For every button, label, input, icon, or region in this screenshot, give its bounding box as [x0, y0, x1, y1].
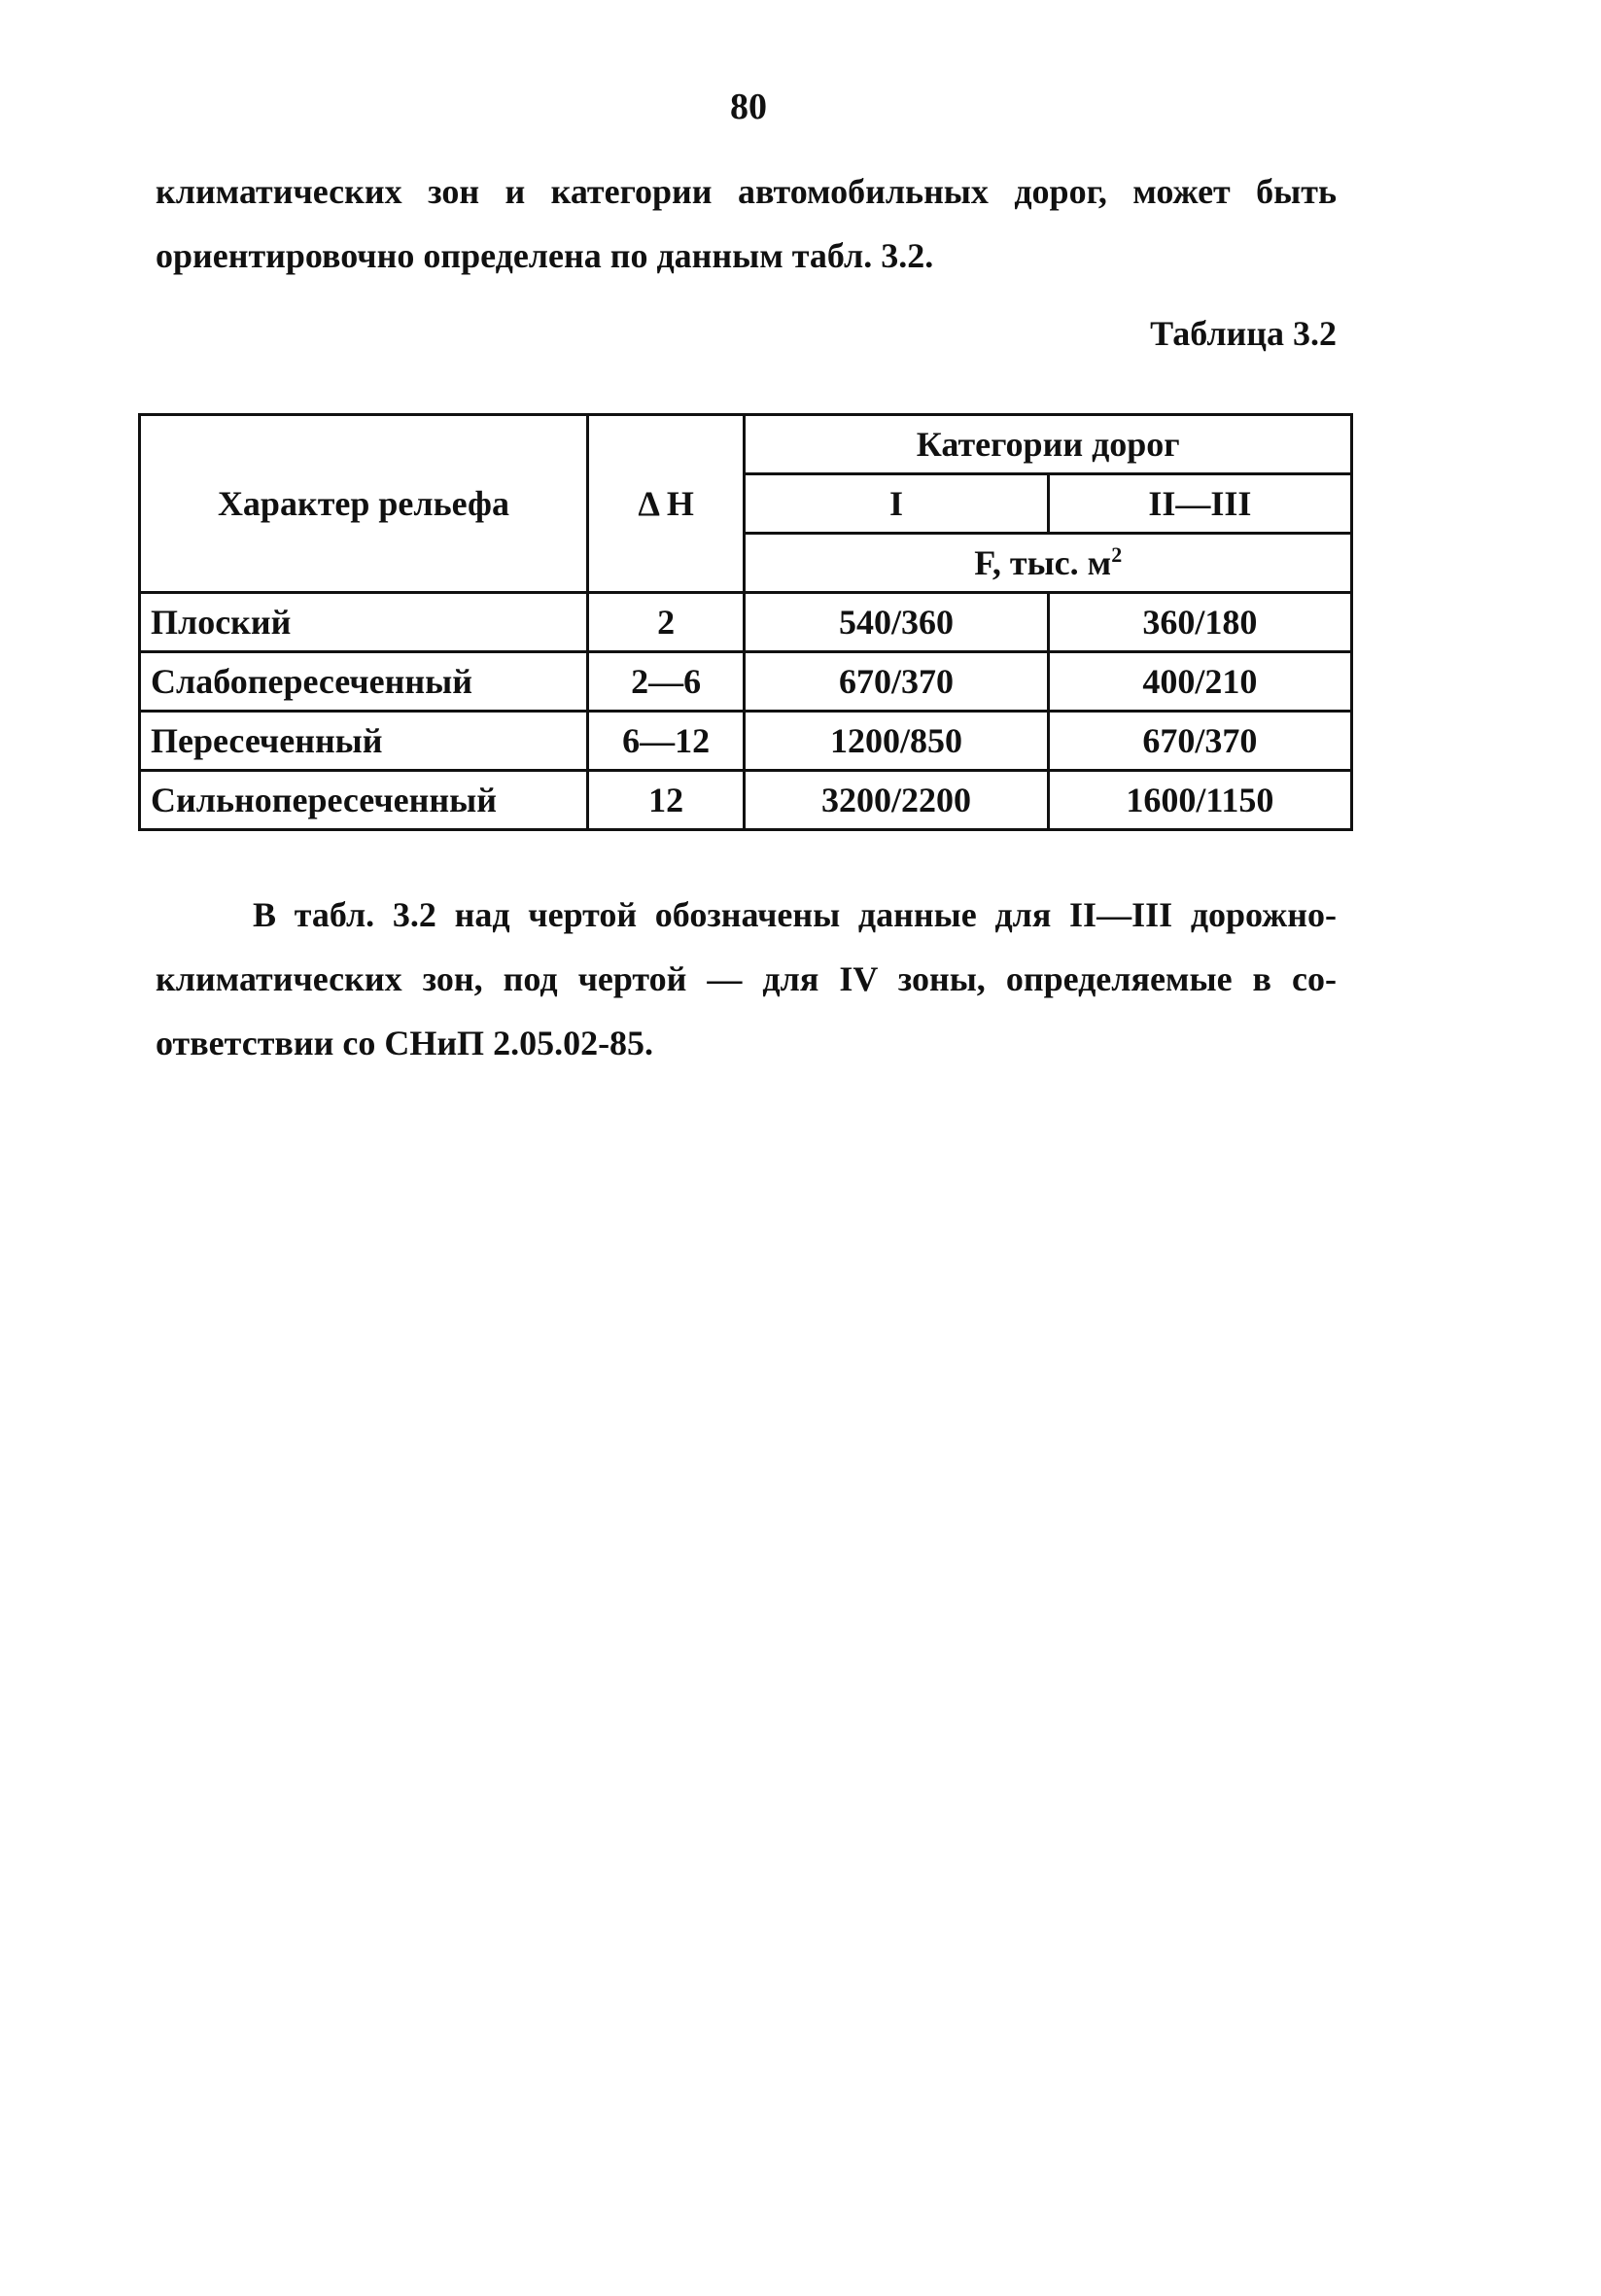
- header-relief: Характер рельефа: [140, 415, 588, 593]
- note-line-3: ответствии со СНиП 2.05.02-85.: [156, 1024, 654, 1062]
- header-delta-h: Δ Н: [587, 415, 745, 593]
- cell-category-1: 670/370: [745, 652, 1048, 712]
- area-unit-power: 2: [1111, 542, 1123, 567]
- cell-relief: Пересеченный: [140, 712, 588, 771]
- cell-category-1: 1200/850: [745, 712, 1048, 771]
- note-line-2: климатических зон, под чертой — для IV зоны, определяемые в со-: [156, 959, 1337, 998]
- cell-delta-h: 2: [587, 593, 745, 652]
- cell-relief: Плоский: [140, 593, 588, 652]
- cell-delta-h: 2—6: [587, 652, 745, 712]
- cell-category-2-3: 360/180: [1048, 593, 1351, 652]
- note-line-1: В табл. 3.2 над чертой обозначены данные для II—III дорожно-: [253, 895, 1337, 934]
- cell-category-1: 3200/2200: [745, 771, 1048, 830]
- cell-relief: Сильнопересеченный: [140, 771, 588, 830]
- table-row: [140, 712, 1352, 771]
- header-road-categories: Категории дорог: [745, 415, 1352, 474]
- table-header-row-1: [140, 415, 1352, 474]
- cell-relief: Слабопересеченный: [140, 652, 588, 712]
- note-paragraph: [156, 883, 1337, 1075]
- table-row: [140, 593, 1352, 652]
- header-area-unit: [745, 534, 1352, 593]
- table-caption: Таблица 3.2: [1150, 314, 1337, 353]
- intro-line-1: климатических зон и категории автомобильных дорог, может быть: [156, 172, 1337, 211]
- header-category-1: I: [745, 474, 1048, 534]
- intro-paragraph: [156, 159, 1337, 288]
- relief-area-table: [138, 413, 1353, 831]
- cell-delta-h: 6—12: [587, 712, 745, 771]
- cell-category-2-3: 400/210: [1048, 652, 1351, 712]
- header-category-2-3: II—III: [1048, 474, 1351, 534]
- table-row: [140, 652, 1352, 712]
- cell-delta-h: 12: [587, 771, 745, 830]
- cell-category-1: 540/360: [745, 593, 1048, 652]
- cell-category-2-3: 1600/1150: [1048, 771, 1351, 830]
- page-number: 80: [730, 87, 767, 127]
- cell-category-2-3: 670/370: [1048, 712, 1351, 771]
- intro-line-2: ориентировочно определена по данным табл. 3.2.: [156, 236, 934, 275]
- table-row: [140, 771, 1352, 830]
- area-unit-label: F, тыс. м: [974, 543, 1112, 582]
